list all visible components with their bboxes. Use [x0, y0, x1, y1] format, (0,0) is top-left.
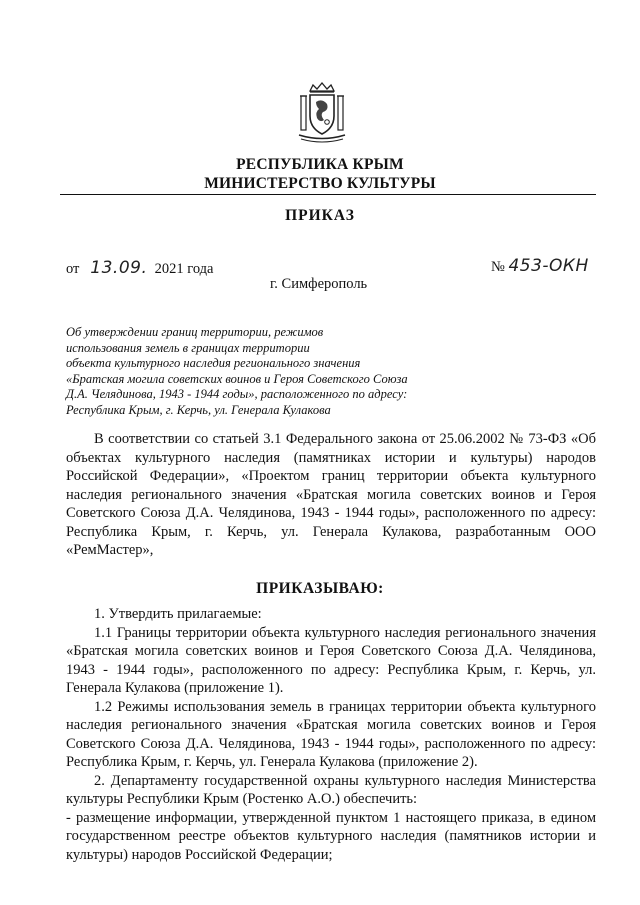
order-title: ПРИКАЗ [285, 207, 355, 224]
subject-line: использования земель в границах территории [66, 340, 310, 355]
ministry-title: МИНИСТЕРСТВО КУЛЬТУРЫ [204, 175, 436, 192]
order-city: г. Симферополь [270, 276, 368, 292]
preamble [66, 430, 596, 560]
preamble-paragraph: В соответствии со статьей 3.1 Федерального закона от 25.06.2002 № 73-ФЗ «Об объектах культурного наследия (памятниках истории и культуры) народов Российской Федерации», «Проектом границ территории объекта культурного наследия регионального значения «Братская могила советских воинов и Героя Советского Союза Д.А. Челядинова, 1943 - 1944 годы», расположенного по адресу: Республика Крым, г. Керчь, ул. Генерала Кулакова, разработанным ООО «РемМастер», [66, 431, 596, 558]
item-2-bullet: - размещение информации, утвержденной пунктом 1 настоящего приказа, в едином государственном реестре объектов культурного наследия (памятников истории и культуры) народов Российской Федерации; [66, 809, 596, 863]
date-handwritten: 13.09. [90, 258, 148, 278]
subject-line: Об утверждении границ территории, режимов [66, 325, 324, 339]
order-number [491, 256, 589, 276]
item-2: 2. Департаменту государственной охраны культурного наследия Министерства культуры Республики Крым (Ростенко А.О.) обеспечить: [66, 772, 596, 807]
subject-line: Республика Крым, г. Керчь, ул. Генерала Кулакова [66, 402, 331, 417]
header-divider [60, 194, 596, 195]
order-items [66, 605, 596, 864]
item-1: 1. Утвердить прилагаемые: [94, 606, 262, 622]
date-prefix: от [66, 261, 80, 277]
number-handwritten: 453-ОКН [508, 256, 589, 276]
crimea-coat-of-arms-icon [296, 82, 348, 144]
date-suffix: 2021 года [154, 261, 214, 277]
item-1-1: 1.1 Границы территории объекта культурного наследия регионального значения «Братская могила советских воинов и Героя Советского Союза Д.А. Челядинова, 1943 - 1944 годы», расположенного по адресу: Республика Крым, г. Керчь, ул. Генерала Кулакова (приложение 1). [66, 624, 596, 696]
order-subject [66, 325, 426, 419]
order-date [66, 258, 213, 278]
subject-line: «Братская могила советских воинов и Героя Советского Союза [66, 371, 408, 386]
republic-title: РЕСПУБЛИКА КРЫМ [236, 156, 404, 173]
number-prefix: № [491, 259, 505, 275]
order-verb: ПРИКАЗЫВАЮ: [256, 580, 384, 597]
item-1-2: 1.2 Режимы использования земель в границах территории объекта культурного наследия регионального значения «Братская могила советских воинов и Героя Советского Союза Д.А. Челядинова, 1943 - 1944 годы», расположенного по адресу: Республика Крым, г. Керчь, ул. Генерала Кулакова (приложение 2). [66, 698, 596, 770]
subject-line: объекта культурного наследия регионального значения [66, 356, 361, 371]
subject-line: Д.А. Челядинова, 1943 - 1944 годы», расположенного по адресу: [66, 387, 408, 402]
